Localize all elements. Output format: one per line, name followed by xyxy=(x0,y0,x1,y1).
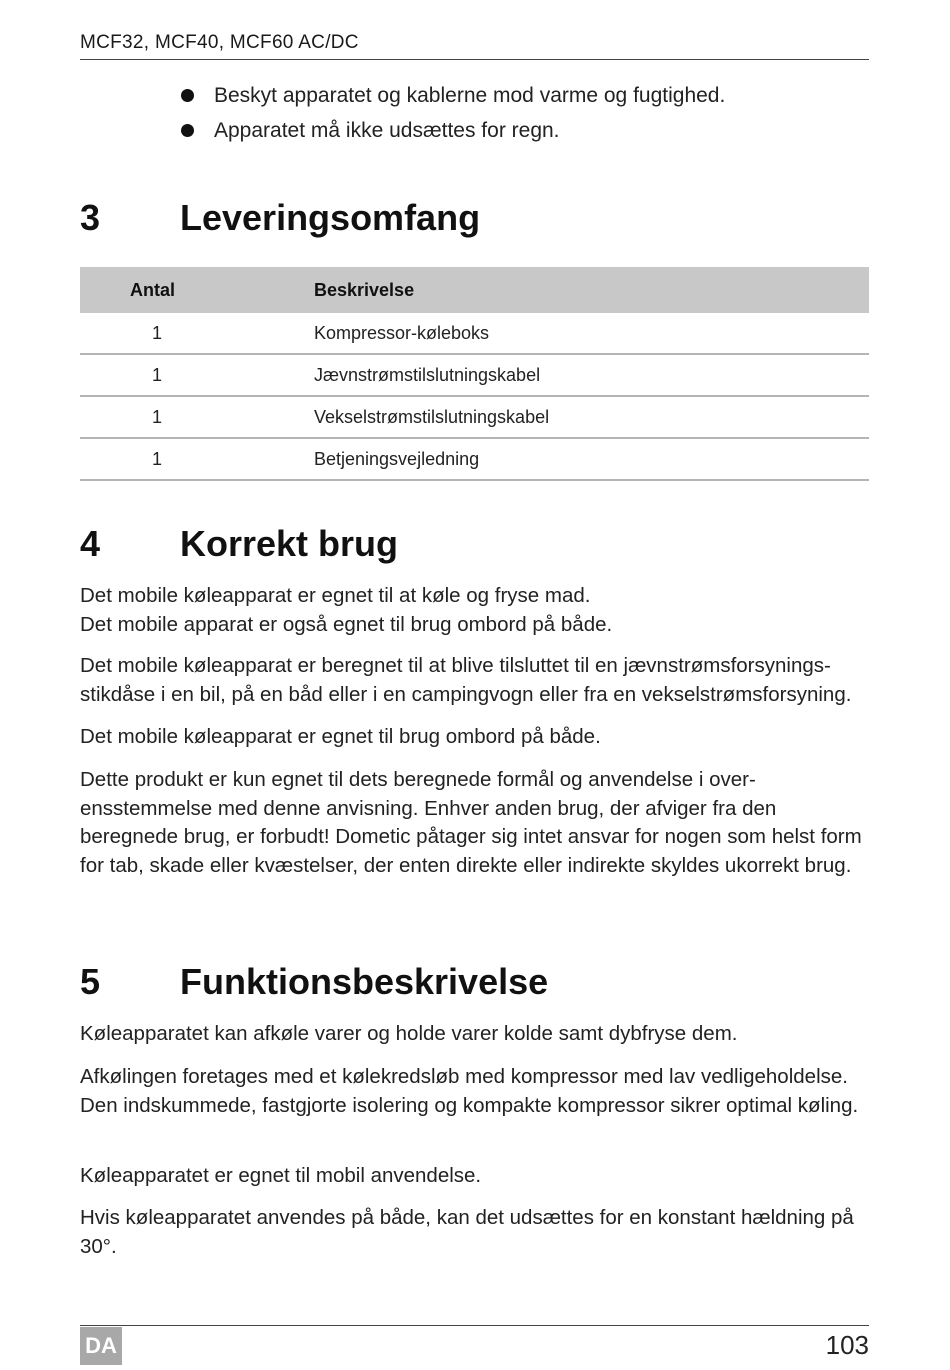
list-item: Apparatet må ikke udsættes for regn. xyxy=(180,113,725,148)
column-header-description: Beskrivelse xyxy=(313,267,869,313)
section-number: 4 xyxy=(80,523,101,564)
description-cell: Kompressor-køleboks xyxy=(313,313,869,354)
table-header-row xyxy=(80,267,869,313)
function-paragraph-4: Hvis køleapparatet anvendes på både, kan det udsættes for en konstant hældning på 30°. xyxy=(80,1206,854,1258)
bullet-list xyxy=(180,78,725,148)
function-paragraph-3: Køleapparatet er egnet til mobil anvendelse. xyxy=(80,1164,482,1187)
description-cell: Vekselstrømstilslutningskabel xyxy=(313,396,869,438)
table-row xyxy=(80,354,869,396)
description-cell: Jævnstrømstilslutningskabel xyxy=(313,354,869,396)
usage-paragraph-1: Det mobile køleapparat er egnet til at køle og fryse mad. Det mobile apparat er også egnet til brug ombord på både. xyxy=(80,584,613,636)
quantity-cell: 1 xyxy=(80,438,313,480)
function-paragraph-2: Afkølingen foretages med et kølekredsløb med kompressor med lav vedligeholdelse. Den indskummede, fastgjorte isolering og kompakte kompressor sikrer optimal køling. xyxy=(80,1065,859,1117)
table-row xyxy=(80,396,869,438)
usage-paragraph-4: Dette produkt er kun egnet til dets beregnede formål og anvendelse i overensstemmelse med denne anvisning. Enhver anden brug, der afviger fra den beregnede brug, er forbudt! Dometic påtager sig intet ansvar for nogen som helst form for tab, skade eller kvæstelser, der enten direkte eller indirekte skyldes ukorrekt brug. xyxy=(80,768,862,877)
function-paragraph-1: Køleapparatet kan afkøle varer og holde varer kolde samt dybfryse dem. xyxy=(80,1022,738,1045)
table-row xyxy=(80,313,869,354)
list-item: Beskyt apparatet og kablerne mod varme og fugtighed. xyxy=(180,78,725,113)
usage-paragraph-3: Det mobile køleapparat er egnet til brug ombord på både. xyxy=(80,725,601,748)
section-title: Funktionsbeskrivelse xyxy=(180,961,549,1002)
language-badge: DA xyxy=(80,1327,122,1365)
section-title: Leveringsomfang xyxy=(180,197,481,238)
section-title: Korrekt brug xyxy=(180,523,399,564)
delivery-scope-table xyxy=(80,267,869,481)
column-header-quantity: Antal xyxy=(80,267,313,313)
quantity-cell: 1 xyxy=(80,396,313,438)
description-cell: Betjeningsvejledning xyxy=(313,438,869,480)
footer-divider xyxy=(80,1325,869,1326)
section-number: 3 xyxy=(80,197,101,238)
running-header: MCF32, MCF40, MCF60 AC/DC xyxy=(80,32,869,60)
document-page xyxy=(80,0,869,1370)
usage-paragraph-2: Det mobile køleapparat er beregnet til at blive tilsluttet til en jævnstrømsforsyningsstikdåse i en bil, på en båd eller i en campingvogn eller fra en vekselstrømsforsyning. xyxy=(80,654,852,706)
section-number: 5 xyxy=(80,961,101,1002)
quantity-cell: 1 xyxy=(80,313,313,354)
page-number: 103 xyxy=(825,1330,869,1360)
quantity-cell: 1 xyxy=(80,354,313,396)
bullet-icon xyxy=(181,89,194,102)
table-row xyxy=(80,438,869,480)
bullet-icon xyxy=(181,124,194,137)
